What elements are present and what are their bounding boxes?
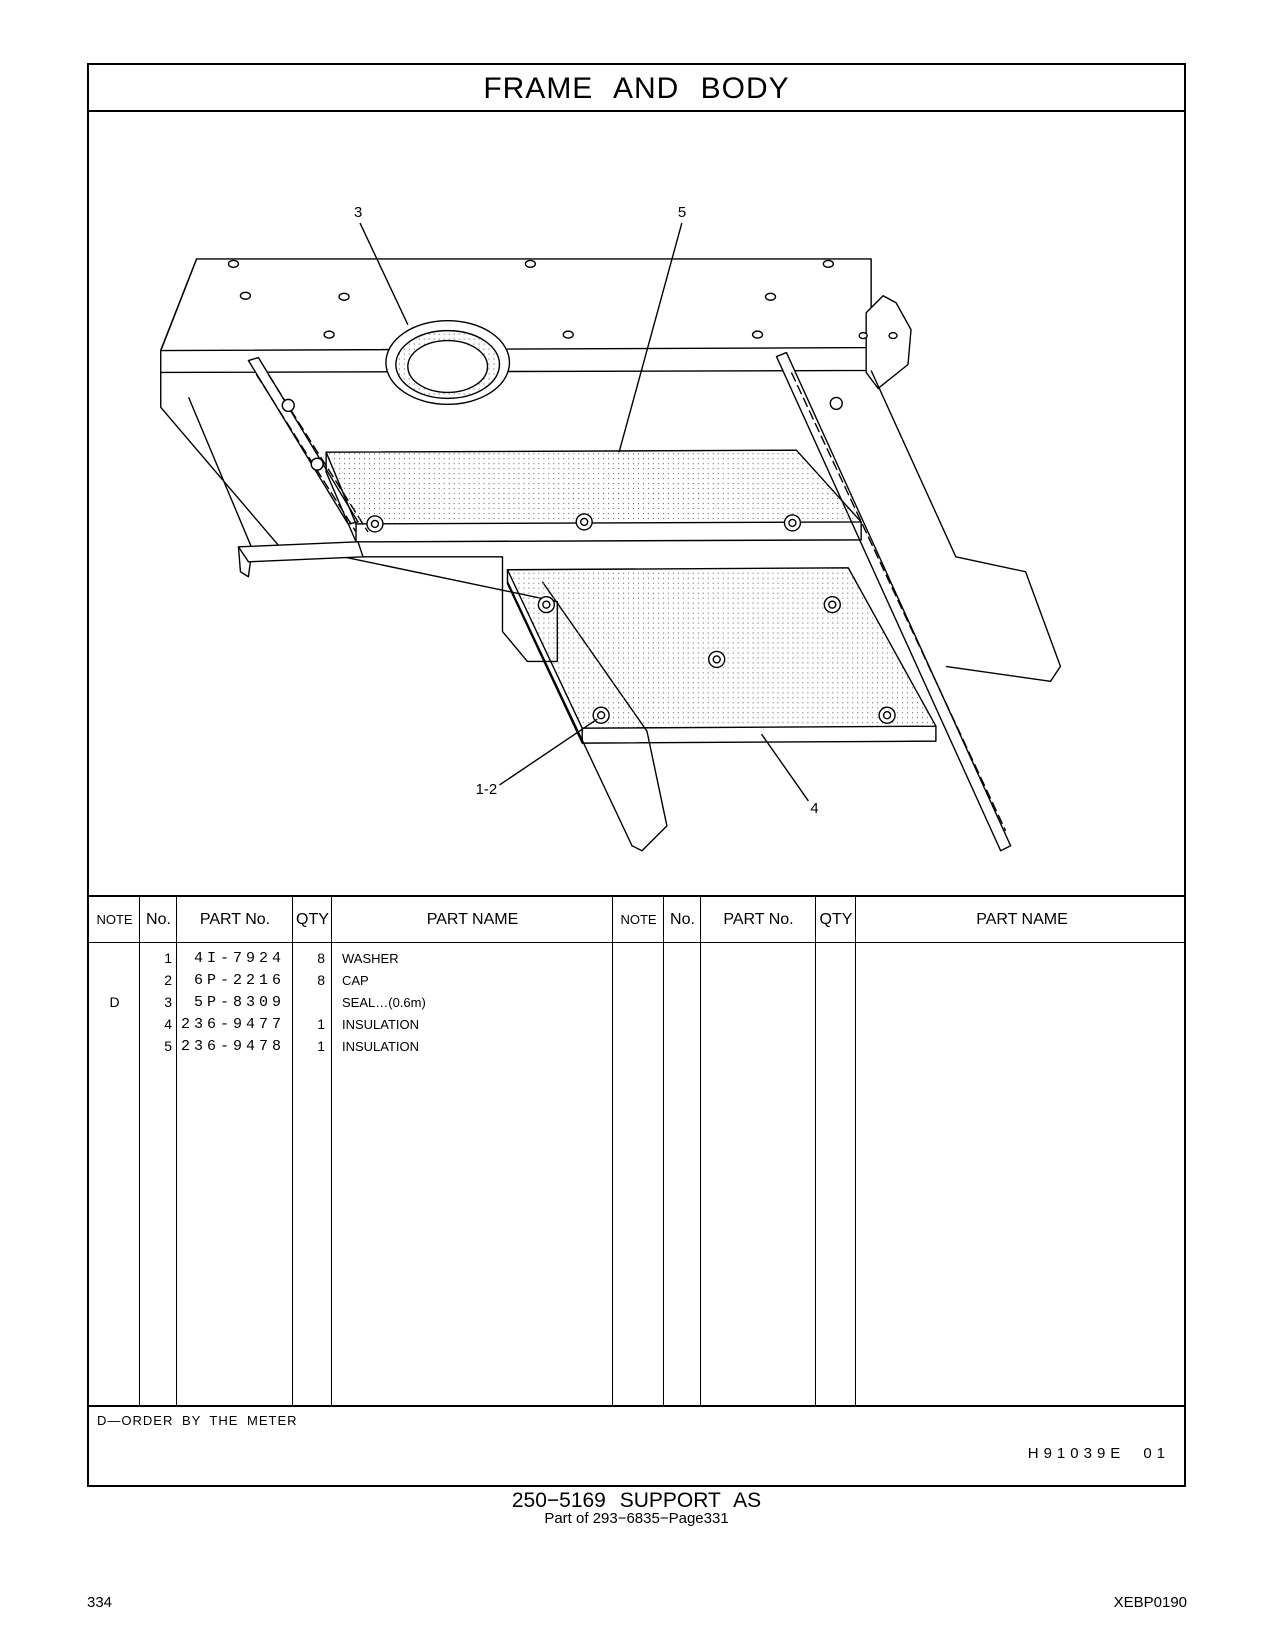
row-part-name: CAP — [342, 973, 369, 988]
row-qty — [293, 991, 325, 1014]
page-title: FRAME AND BODY — [89, 65, 1184, 112]
document-id: XEBP0190 — [1113, 1594, 1187, 1611]
row-part-name: INSULATION — [342, 1039, 420, 1054]
assembly-title: 250−5169 SUPPORT AS — [511, 1489, 762, 1512]
table-row — [89, 1013, 1184, 1036]
row-no: 1 — [164, 950, 172, 966]
header-qty-2: QTY — [819, 911, 853, 928]
row-note: D — [109, 994, 120, 1010]
callout-4: 4 — [810, 799, 819, 817]
drawing-code-id: H91039E — [1027, 1445, 1126, 1462]
row-no: 3 — [164, 994, 172, 1010]
header-qty: QTY — [296, 911, 329, 928]
row-part-no: 6P-2216 — [193, 972, 285, 989]
header-no-2: No. — [670, 911, 695, 928]
row-qty: 1 — [317, 1016, 325, 1032]
header-part-name-2: PART NAME — [976, 911, 1068, 928]
header-part-name: PART NAME — [426, 911, 519, 928]
row-part-no: 236-9477 — [180, 1016, 285, 1033]
row-note — [89, 969, 140, 992]
table-row — [89, 969, 1184, 992]
footnote: D—ORDER BY THE METER — [97, 1413, 298, 1428]
row-part-no: 4I-7924 — [193, 950, 285, 967]
callout-5: 5 — [677, 204, 687, 222]
table-row — [89, 991, 1184, 1014]
row-part-no: 5P-8309 — [193, 994, 285, 1011]
header-note: NOTE — [96, 912, 133, 927]
row-note — [89, 947, 140, 970]
header-part-no: PART No. — [199, 911, 271, 928]
exploded-parts-drawing — [89, 112, 1184, 895]
header-no: No. — [146, 911, 171, 928]
header-part-no-2: PART No. — [723, 911, 794, 928]
drawing-code — [1028, 1445, 1170, 1462]
row-qty: 8 — [317, 950, 325, 966]
row-note — [89, 1013, 140, 1036]
table-header — [89, 897, 1184, 943]
callout-3: 3 — [354, 204, 363, 222]
row-no: 2 — [164, 972, 172, 988]
parts-list-table — [89, 895, 1184, 1407]
parts-illustration — [89, 112, 1184, 895]
parts-page-frame — [87, 63, 1186, 1487]
row-part-name: INSULATION — [342, 1017, 420, 1032]
row-qty: 8 — [317, 972, 325, 988]
row-part-name: SEAL…(0.6m) — [342, 995, 426, 1010]
assembly-parent-ref: Part of 293−6835−Page331 — [544, 1510, 729, 1527]
row-no: 4 — [164, 1016, 172, 1032]
row-no: 5 — [164, 1038, 172, 1054]
row-qty: 1 — [317, 1038, 325, 1054]
callout-1-2: 1-2 — [475, 780, 498, 798]
row-note — [89, 1035, 140, 1058]
row-part-name: WASHER — [342, 951, 399, 966]
table-row — [89, 947, 1184, 970]
row-part-no: 236-9478 — [180, 1038, 285, 1055]
table-row — [89, 1035, 1184, 1058]
header-note-2: NOTE — [620, 912, 657, 927]
drawing-code-rev: 01 — [1143, 1445, 1170, 1462]
page-number: 334 — [87, 1594, 113, 1611]
